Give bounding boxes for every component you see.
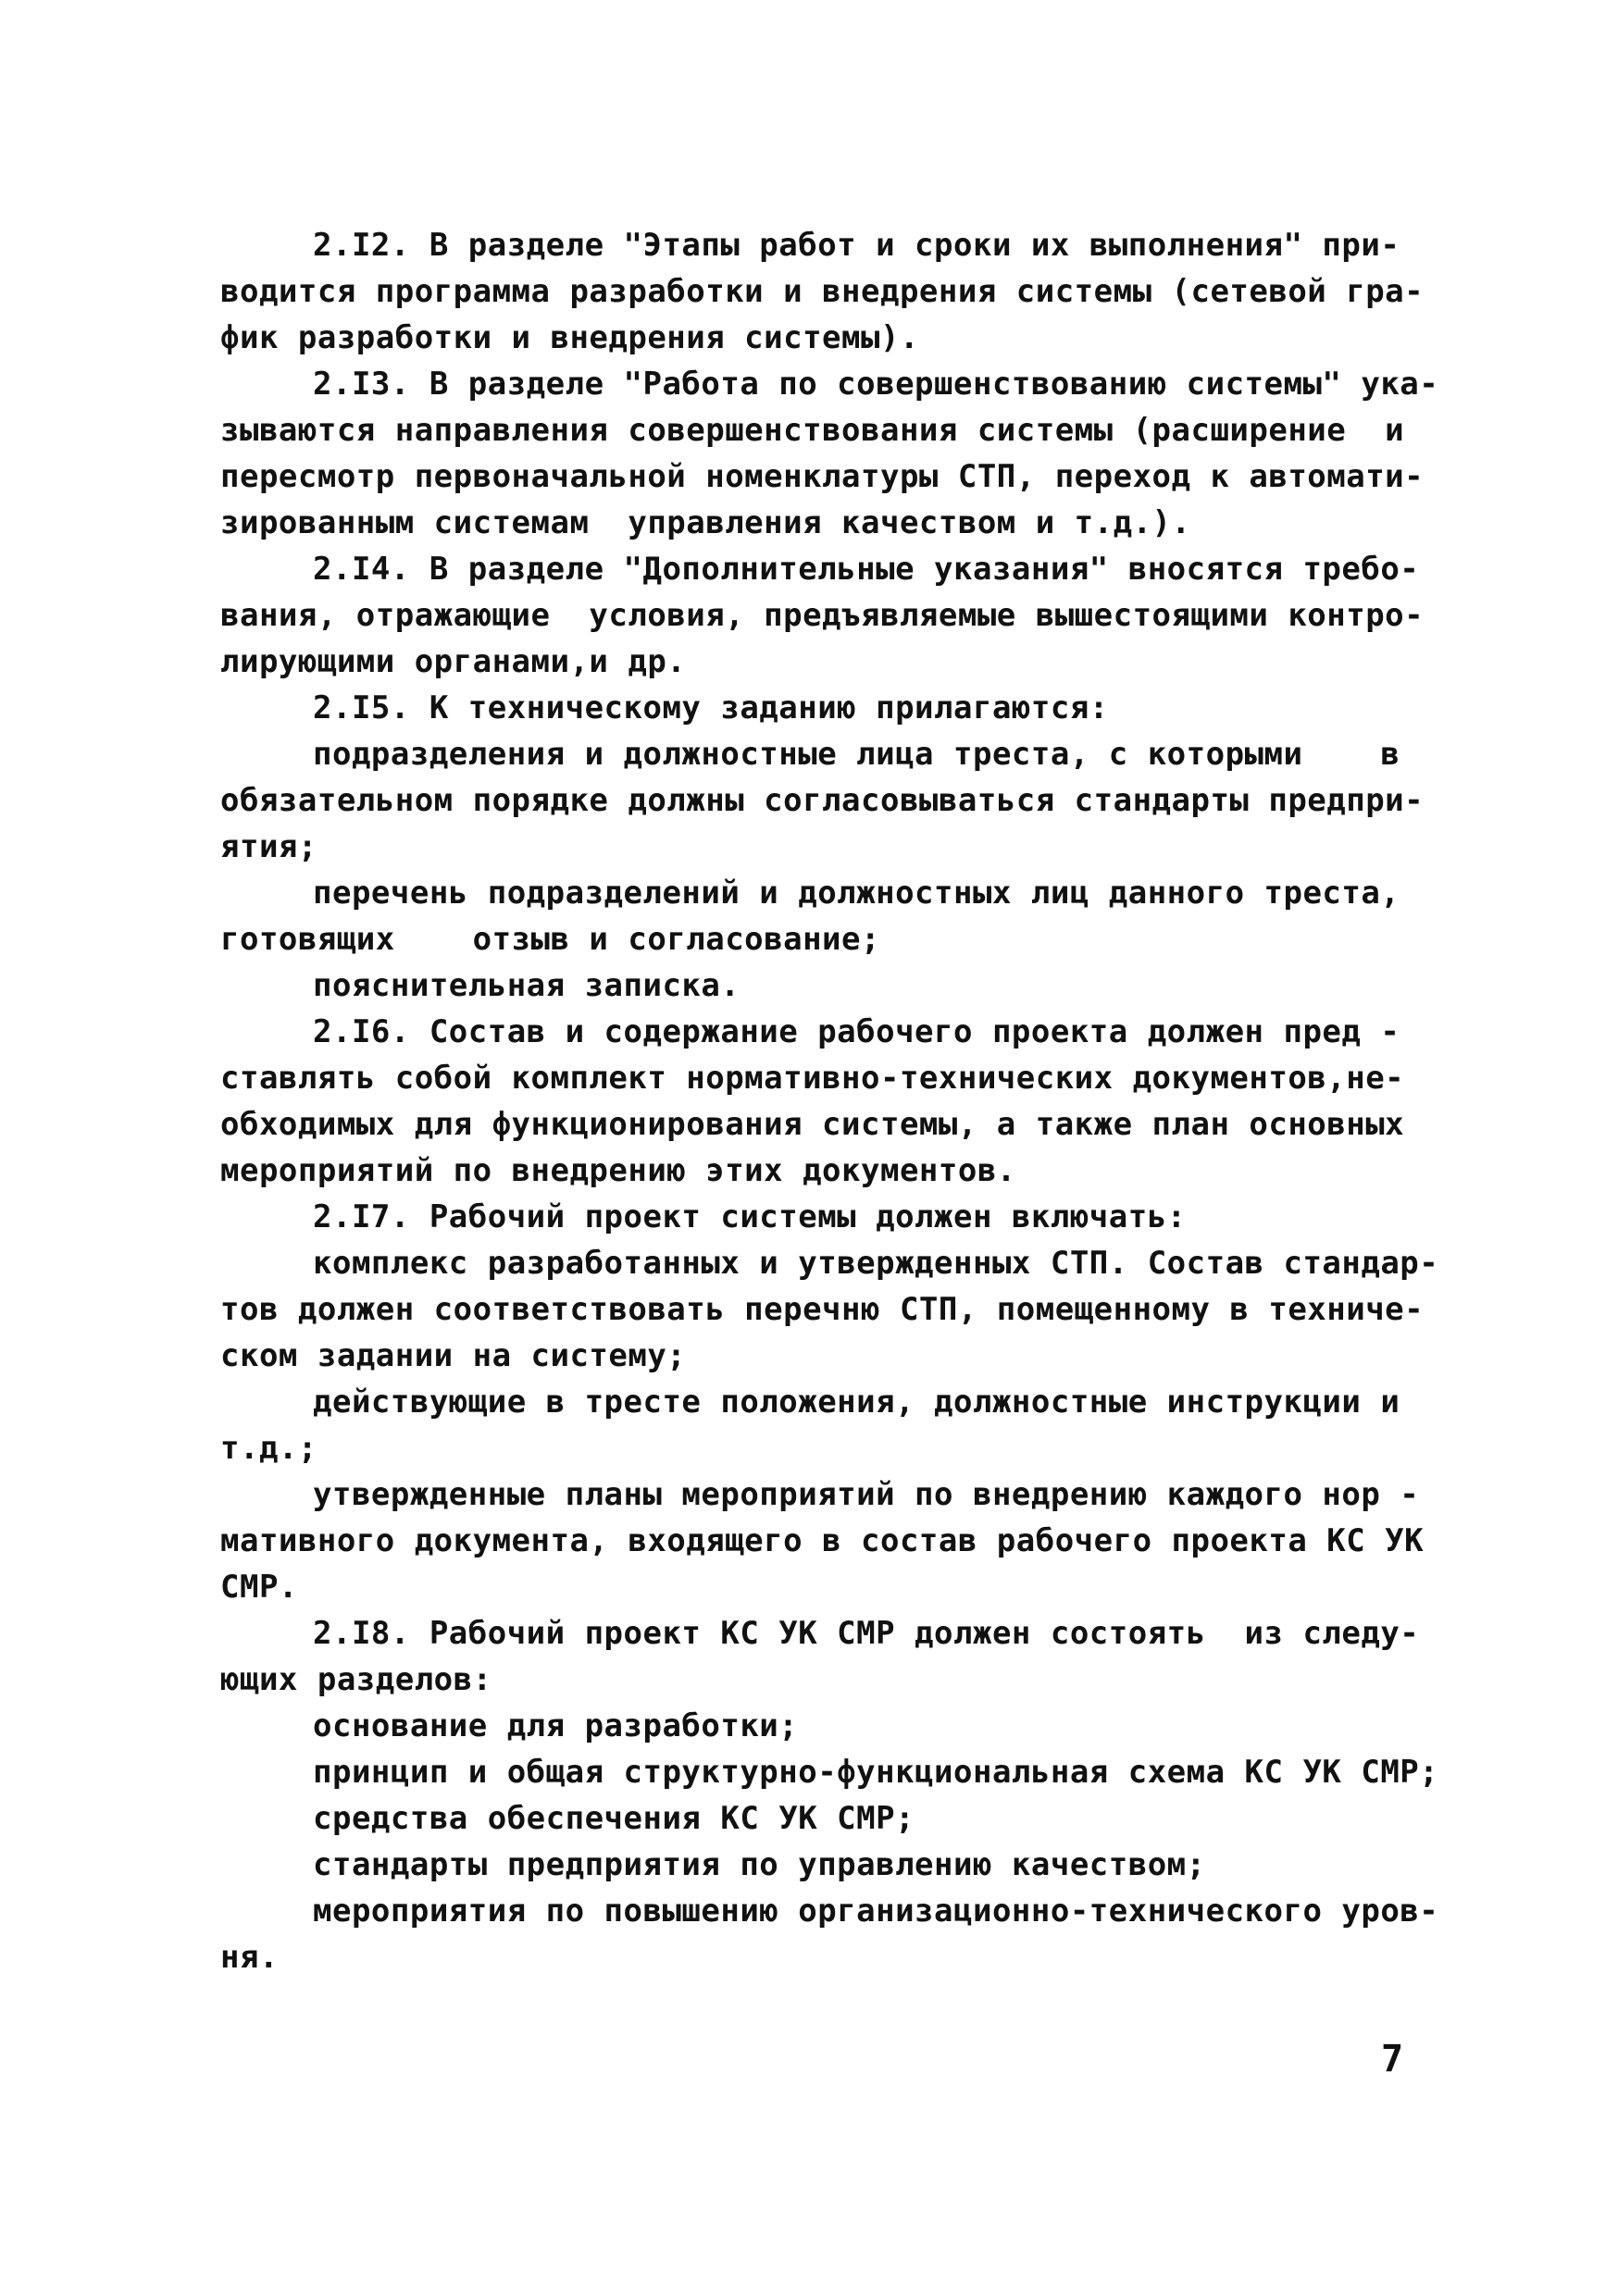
text-line: мативного документа, входящего в состав рабочего проекта КС УК [220,1522,1425,1559]
text-line: зываются направления совершенствования системы (расширение и [220,412,1405,449]
text-line: ющих разделов: [220,1661,492,1698]
text-line: 2.I7. Рабочий проект системы должен включать: [313,1198,1187,1235]
text-line: СМР. [220,1569,298,1606]
text-line: пояснительная записка. [313,967,741,1004]
text-line: стандарты предприятия по управлению качеством; [313,1846,1206,1883]
page-number: 7 [1381,2038,1404,2080]
text-line: ском задании на систему; [220,1337,687,1374]
text-line: тов должен соответствовать перечню СТП, помещенному в техниче- [220,1291,1425,1328]
text-line: принцип и общая структурно-функциональная схема КС УК СМР; [313,1754,1439,1791]
text-line: основание для разработки; [313,1707,799,1744]
text-line: 2.I4. В разделе "Дополнительные указания" вносятся требо- [313,551,1420,588]
text-line: комплекс разработанных и утвержденных СТП. Состав стандар- [313,1245,1439,1282]
text-line: фик разработки и внедрения системы). [220,319,919,356]
text-line: 2.I5. К техническому заданию прилагаются: [313,689,1109,726]
text-line: вания, отражающие условия, предъявляемые вышестоящими контро- [220,597,1425,634]
text-line: утвержденные планы мероприятий по внедрению каждого нор - [313,1476,1420,1513]
text-line: 2.I6. Состав и содержание рабочего проекта должен пред - [313,1013,1400,1050]
text-line: обязательном порядке должны согласовываться стандарты предпри- [220,782,1425,819]
text-line: зированным системам управления качеством и т.д.). [220,504,1191,541]
text-line: лирующими органами,и др. [220,643,687,680]
text-line: перечень подразделений и должностных лиц данного треста, [313,875,1400,912]
text-line: водится программа разработки и внедрения системы (сетевой гра- [220,273,1425,310]
text-line: 2.I3. В разделе "Работа по совершенствованию системы" ука- [313,366,1439,403]
text-line: мероприятия по повышению организационно-технического уров- [313,1893,1439,1930]
text-line: ятия; [220,828,317,865]
text-line: действующие в тресте положения, должностные инструкции и [313,1384,1400,1421]
text-line: средства обеспечения КС УК СМР; [313,1800,915,1837]
text-line: 2.I2. В разделе "Этапы работ и сроки их выполнения" при- [313,227,1400,264]
text-line: готовящих отзыв и согласование; [220,921,880,958]
text-line: т.д.; [220,1430,317,1467]
text-line: ставлять собой комплект нормативно-технических документов,не- [220,1060,1405,1097]
text-line: обходимых для функционирования системы, а также план основных [220,1106,1405,1143]
text-line: мероприятий по внедрению этих документов. [220,1152,1016,1189]
text-line: ня. [220,1939,279,1976]
text-line: пересмотр первоначальной номенклатуры СТП, переход к автомати- [220,458,1425,495]
text-line: подразделения и должностные лица треста, с которыми в [313,736,1400,773]
text-line: 2.I8. Рабочий проект КС УК СМР должен состоять из следу- [313,1615,1420,1652]
